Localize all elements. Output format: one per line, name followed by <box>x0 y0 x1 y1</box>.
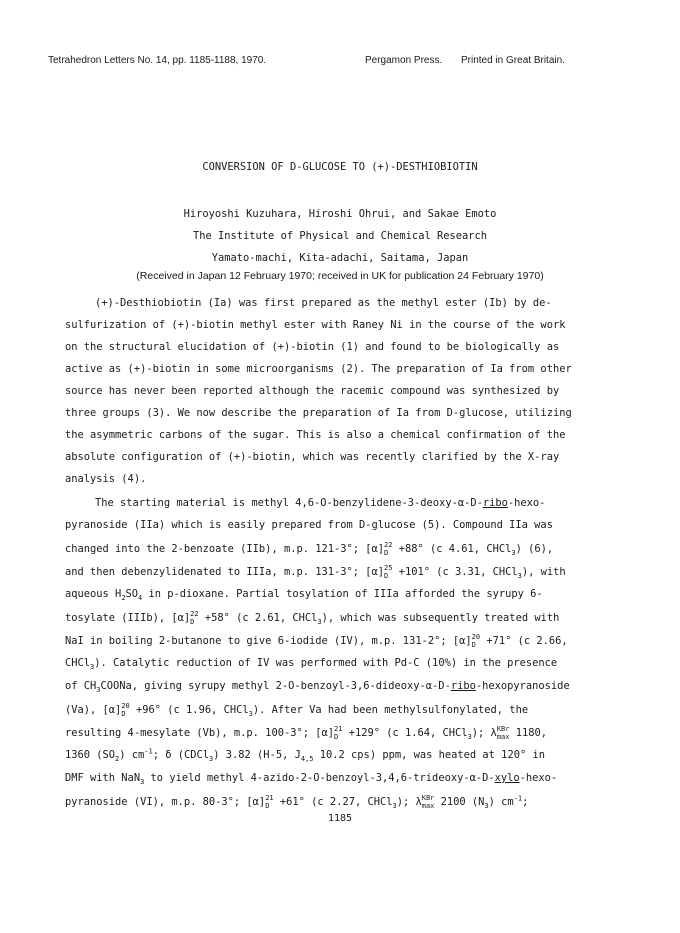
institution: The Institute of Physical and Chemical Research <box>192 230 488 242</box>
text-line: three groups (3). We now describe the preparation of Ia from D-glucose, utilizing <box>65 407 572 419</box>
text-line: the asymmetric carbons of the sugar. This is also a chemical confirmation of the <box>65 429 566 441</box>
text-line: of $CH_3COONa$, giving syrupy methyl 2-O-benzoyl-3,6-dideoxy-α-D-ribo-hexopyranoside <box>65 680 570 695</box>
text-line: and then debenzylidenated to IIIa, m.p. 131-3°; [α]25 D +101° (c 3.31, CHCl$_3$), with <box>65 564 566 581</box>
text-line: CHCl$_3$). Catalytic reduction of IV was performed with Pd-C (10%) in the presence <box>65 657 558 672</box>
text-line: analysis (4). <box>65 473 147 485</box>
address: Yamato-machi, Kita-adachi, Saitama, Japan <box>211 252 469 264</box>
text-line: (Va), [α]20 D +96° (c 1.96, CHCl$_3$). After Va had been methylsulfonylated, the <box>65 702 529 719</box>
text-line: sulfurization of (+)-biotin methyl ester with Raney Ni in the course of the work <box>65 319 566 331</box>
text-line: absolute configuration of (+)-biotin, which was recently clarified by the X-ray <box>65 451 560 463</box>
journal-citation: Tetrahedron Letters No. 14, pp. 1185-1188, 1970. <box>48 55 267 66</box>
text-line: pyranoside (IIa) which is easily prepared from D-glucose (5). Compound IIa was <box>65 519 553 531</box>
publisher-name: Pergamon Press. <box>365 55 443 66</box>
text-line: changed into the 2-benzoate (IIb), m.p. 121-3°; [α]22 D +88° (c 4.61, CHCl$_3$) (6), <box>65 541 554 558</box>
text-line: 1360 $(SO_2)$ $cm^{-1}$; δ (CDCl$_3$) 3.82 (H-5, $J_{4,5}$ 10.2 cps) ppm, was heated at 120° in <box>65 747 545 764</box>
text-line: pyranoside (VI), m.p. 80-3°; [α]21 D +61° (c 2.27, CHCl$_3$); λKBr max 2100 $(N_3)$ $cm^{-1}$; <box>65 794 529 811</box>
text-line: resulting 4-mesylate (Vb), m.p. 100-3°; [α]21 D +129° (c 1.64, CHCl$_3$); λKBr max 1180, <box>65 725 548 742</box>
text-line: aqueous $H_2SO_4$ in p-dioxane. Partial tosylation of IIIa afforded the syrupy 6- <box>65 588 543 603</box>
text-line: tosylate (IIIb), [α]22 D +58° (c 2.61, CHCl$_3$), which was subsequently treated with <box>65 610 560 627</box>
printed-in: Printed in Great Britain. <box>461 55 565 66</box>
text-line: source has never been reported although the racemic compound was synthesized by <box>65 385 560 397</box>
text-line: DMF with NaN$_3$ to yield methyl 4-azido-2-O-benzoyl-3,4,6-trideoxy-α-D-xylo-hexo- <box>65 772 558 787</box>
article-title: CONVERSION OF D-GLUCOSE TO (+)-DESTHIOBIOTIN <box>202 161 478 173</box>
author-list: Hiroyoshi Kuzuhara, Hiroshi Ohrui, and Sakae Emoto <box>183 208 497 220</box>
text-line: (+)-Desthiobiotin (Ia) was first prepared as the methyl ester (Ib) by de- <box>95 297 552 309</box>
text-line: on the structural elucidation of (+)-biotin (1) and found to be biologically as <box>65 341 560 353</box>
received-dates: (Received in Japan 12 February 1970; received in UK for publication 24 February 1970) <box>136 270 544 282</box>
text-line: active as (+)-biotin in some microorganisms (2). The preparation of Ia from other <box>65 363 572 375</box>
text-line: NaI in boiling 2-butanone to give 6-iodide (IV), m.p. 131-2°; [α]20 D +71° (c 2.66, <box>65 633 568 649</box>
page-number: 1185 <box>327 813 353 824</box>
text-line: The starting material is methyl 4,6-O-benzylidene-3-deoxy-α-D-ribo-hexo- <box>95 497 546 509</box>
